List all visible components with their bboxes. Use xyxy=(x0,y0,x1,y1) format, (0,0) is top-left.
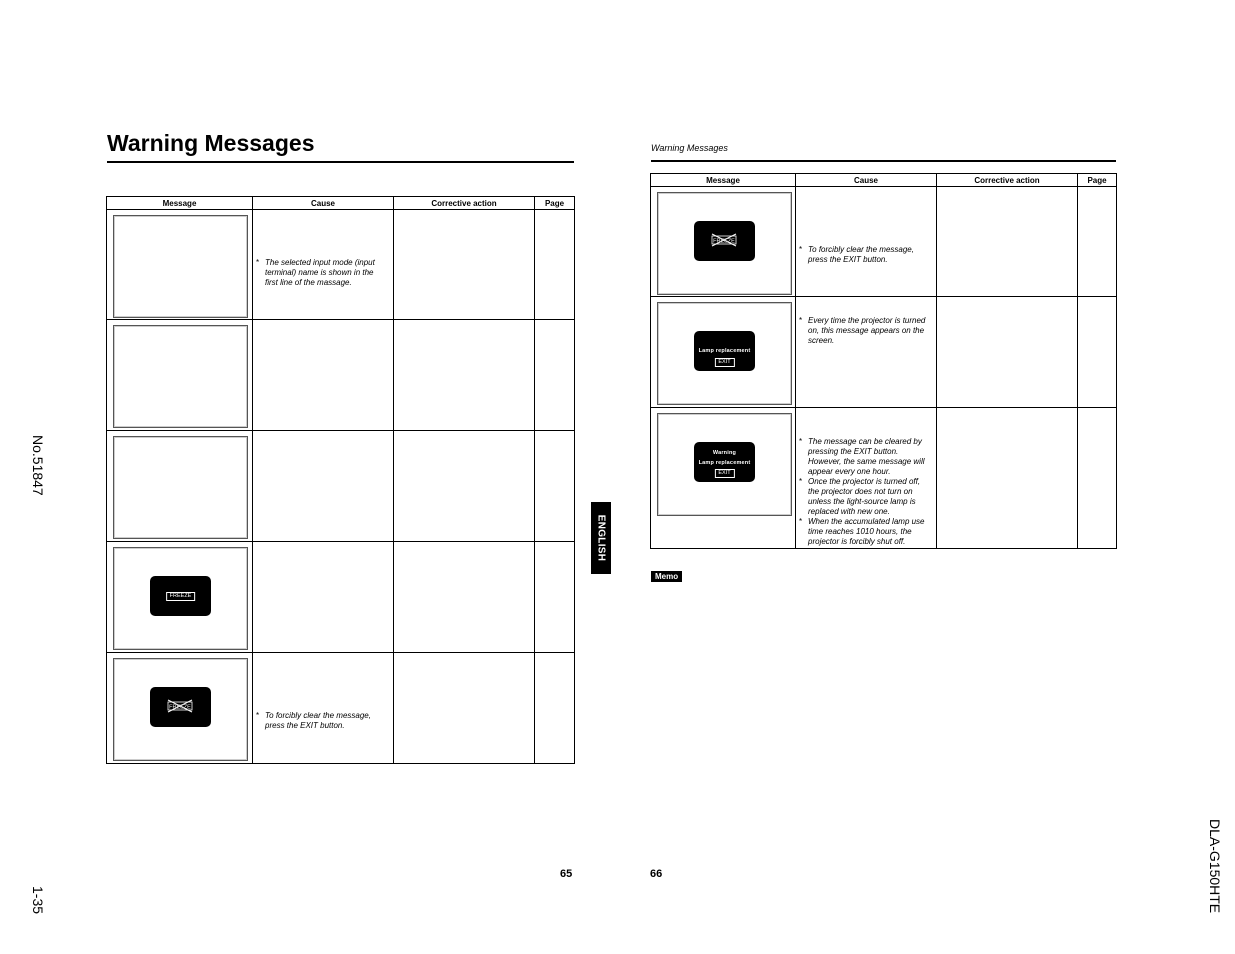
cause-notes xyxy=(256,258,386,288)
cause-notes xyxy=(799,437,929,547)
osd-exit-label: EXIT xyxy=(714,469,734,478)
memo-label: Memo xyxy=(651,571,682,582)
table-row xyxy=(107,320,575,431)
cause-cell xyxy=(796,408,937,549)
asterisk-bullet: * xyxy=(799,437,803,446)
model-number: DLA-G150HTE xyxy=(1207,819,1223,914)
table-header-row xyxy=(107,197,575,210)
screen-illustration xyxy=(113,436,248,539)
screen-illustration xyxy=(113,325,248,428)
table-row xyxy=(107,210,575,320)
header-message: Message xyxy=(651,174,796,187)
page-cell xyxy=(1078,187,1117,297)
osd-message xyxy=(150,576,211,616)
page-cell xyxy=(535,653,575,764)
osd-freeze-label: FREEZE xyxy=(169,704,191,711)
table-row xyxy=(107,542,575,653)
header-corrective-action: Corrective action xyxy=(394,197,535,210)
screen-illustration xyxy=(113,215,248,318)
cause-text: Once the projector is turned off, the projector does not turn on unless the light-source lamp is replaced with new one. xyxy=(808,477,921,516)
page-cell xyxy=(535,542,575,653)
running-head: Warning Messages xyxy=(651,143,728,153)
osd-freeze-label: FREEZE xyxy=(166,592,196,601)
osd-exit-label: EXIT xyxy=(714,358,734,367)
header-cause: Cause xyxy=(796,174,937,187)
corrective-action-cell xyxy=(394,210,535,320)
osd-warning-label: Warning xyxy=(712,450,737,456)
screen-illustration xyxy=(657,192,792,295)
page-number-left: 65 xyxy=(560,868,573,880)
cause-cell xyxy=(796,297,937,408)
header-cause: Cause xyxy=(253,197,394,210)
table-row xyxy=(107,653,575,764)
asterisk-bullet: * xyxy=(799,316,803,325)
corrective-action-cell xyxy=(394,431,535,542)
corrective-action-cell xyxy=(937,187,1078,297)
doc-number: No.51847 xyxy=(30,435,46,496)
page-cell xyxy=(1078,297,1117,408)
table-row xyxy=(651,187,1117,297)
page-cell xyxy=(1078,408,1117,549)
cause-note xyxy=(799,316,929,346)
table-header-row xyxy=(651,174,1117,187)
osd-freeze-label: FREEZE xyxy=(713,238,735,245)
message-cell xyxy=(651,408,796,549)
sheet-page-number: 1-35 xyxy=(30,886,46,915)
osd-message xyxy=(150,687,211,727)
warning-table-right xyxy=(650,173,1117,549)
cause-cell xyxy=(253,542,394,653)
warning-table-left xyxy=(106,196,575,764)
cause-text: To forcibly clear the message, press the EXIT button. xyxy=(808,245,914,264)
cause-notes xyxy=(799,316,929,346)
asterisk-bullet: * xyxy=(256,258,260,267)
cause-note xyxy=(799,517,929,547)
header-page: Page xyxy=(1078,174,1117,187)
language-tab xyxy=(591,502,611,574)
running-head-rule xyxy=(651,160,1116,162)
message-cell xyxy=(107,431,253,542)
cause-cell xyxy=(253,210,394,320)
asterisk-bullet: * xyxy=(799,245,803,254)
table-row xyxy=(651,297,1117,408)
cause-text: Every time the projector is turned on, this message appears on the screen. xyxy=(808,316,926,345)
header-message: Message xyxy=(107,197,253,210)
osd-message xyxy=(694,331,755,371)
header-corrective-action: Corrective action xyxy=(937,174,1078,187)
page-cell xyxy=(535,210,575,320)
message-cell xyxy=(651,187,796,297)
cause-notes xyxy=(256,711,386,731)
title-rule xyxy=(107,161,574,163)
message-cell xyxy=(107,542,253,653)
cause-cell xyxy=(253,320,394,431)
cause-text: To forcibly clear the message, press the EXIT button. xyxy=(265,711,371,730)
cause-cell xyxy=(253,653,394,764)
page-number-right: 66 xyxy=(650,868,663,880)
language-tab-label: ENGLISH xyxy=(595,514,607,562)
osd-lamp-replacement-label: Lamp replacement xyxy=(698,348,751,354)
osd-message xyxy=(694,442,755,482)
header-page: Page xyxy=(535,197,575,210)
table-row xyxy=(107,431,575,542)
page-title: Warning Messages xyxy=(107,130,315,156)
screen-illustration xyxy=(657,413,792,516)
cause-note xyxy=(256,711,386,731)
corrective-action-cell xyxy=(394,320,535,431)
cause-note xyxy=(256,258,386,288)
corrective-action-cell xyxy=(937,408,1078,549)
cause-text: The message can be cleared by pressing the EXIT button. However, the same message will appear every one hour. xyxy=(808,437,925,476)
cause-cell xyxy=(253,431,394,542)
cause-note xyxy=(799,477,929,517)
corrective-action-cell xyxy=(394,653,535,764)
cause-cell xyxy=(796,187,937,297)
asterisk-bullet: * xyxy=(256,711,260,720)
cause-note xyxy=(799,245,929,265)
message-cell xyxy=(107,653,253,764)
cause-text: The selected input mode (input terminal) name is shown in the first line of the massage. xyxy=(265,258,375,287)
osd-message xyxy=(694,221,755,261)
corrective-action-cell xyxy=(937,297,1078,408)
screen-illustration xyxy=(113,547,248,650)
cause-notes xyxy=(799,245,929,265)
message-cell xyxy=(107,210,253,320)
screen-illustration xyxy=(113,658,248,761)
message-cell xyxy=(107,320,253,431)
asterisk-bullet: * xyxy=(799,517,803,526)
page-cell xyxy=(535,431,575,542)
freeze-cancel-icon xyxy=(711,233,737,247)
screen-illustration xyxy=(657,302,792,405)
table-row xyxy=(651,408,1117,549)
freeze-cancel-icon xyxy=(167,699,193,713)
page-cell xyxy=(535,320,575,431)
corrective-action-cell xyxy=(394,542,535,653)
message-cell xyxy=(651,297,796,408)
osd-lamp-replacement-label: Lamp replacement xyxy=(698,460,751,466)
cause-note xyxy=(799,437,929,477)
cause-text: When the accumulated lamp use time reaches 1010 hours, the projector is forcibly shut off. xyxy=(808,517,925,546)
asterisk-bullet: * xyxy=(799,477,803,486)
